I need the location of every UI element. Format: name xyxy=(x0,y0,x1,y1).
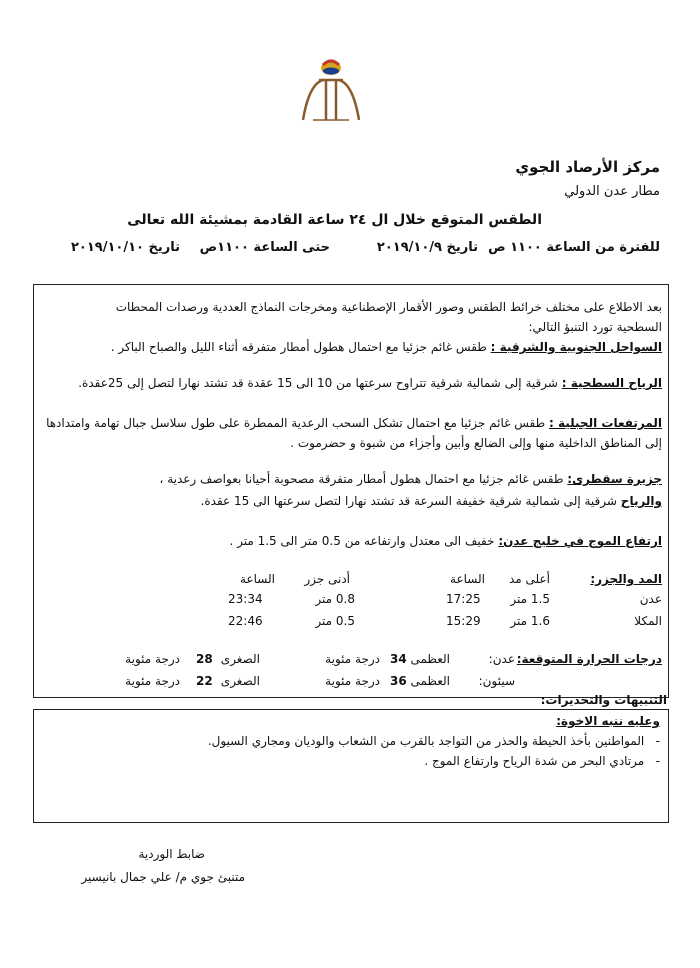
socotra-text-2: شرقية إلى شمالية شرقية خفيفة السرعة قد تشتد نهارا لتصل سرعتها الى 15 عقدة. xyxy=(200,494,617,508)
warning-item-sea xyxy=(424,754,660,768)
socotra-winds xyxy=(201,494,662,508)
mountains-label: المرتفعات الجبلية : xyxy=(548,416,662,430)
waves-label: ارتفاع الموج في خليج عدن: xyxy=(498,534,662,548)
period-from: للفترة من الساعة ١١٠٠ ص xyxy=(488,240,660,255)
bullet-dash: - xyxy=(644,754,660,768)
bullet-dash: - xyxy=(644,734,660,748)
tides-label: المد والجزر: xyxy=(590,572,662,586)
warning-item-citizens xyxy=(208,734,660,748)
temp-row-aden-city: عدن: xyxy=(488,652,515,666)
tides-header-low: أدنى جزر xyxy=(304,572,350,586)
intro-line-1: بعد الاطلاع على مختلف خرائط الطقس وصور الأقمار الإصطناعية ومخرجات النماذج العددية ورصدات المحطات xyxy=(115,300,662,314)
winds-text: شرقية إلى شمالية شرقية تتراوح سرعتها من 10 الى 15 عقدة قد تشتد نهارا لتصل إلى 25عقدة. xyxy=(78,376,558,390)
intro-line-2: السطحية تورد التنبؤ التالي: xyxy=(528,320,662,334)
temp-row-seiyun-min: 22 xyxy=(196,674,213,688)
temp-row-seiyun-min-unit: درجة مئوية xyxy=(125,674,180,688)
socotra-winds-label: والرياح xyxy=(620,494,662,508)
mountains-text-1: طقس غائم جزئيا مع احتمال تشكل السحب الرعدية الممطرة على طول سلاسل جبال تهامة وامتدادها xyxy=(46,416,546,430)
tide-row-aden-time2: 23:34 xyxy=(228,592,263,606)
temps-label: درجات الحرارة المتوقعة: xyxy=(516,652,662,666)
waves-forecast xyxy=(229,534,662,548)
socotra-label: جزيرة سقطرى: xyxy=(567,472,662,486)
mountains-forecast xyxy=(46,416,662,430)
tide-row-aden-time1: 17:25 xyxy=(446,592,481,606)
coasts-text: طقس غائم جزئيا مع احتمال هطول أمطار متفرقه أثناء الليل والصباح الباكر . xyxy=(110,340,487,354)
temp-row-seiyun-city: سيئون: xyxy=(478,674,515,688)
waves-text: خفيف الى معتدل وارتفاعه من 0.5 متر الى 1.5 متر . xyxy=(229,534,495,548)
coasts-label: السواحل الجنوبية والشرقية : xyxy=(490,340,662,354)
temp-row-seiyun-min-label: الصغرى xyxy=(220,674,260,688)
warning-item-sea-text: مرتادي البحر من شدة الرياح وارتفاع الموج . xyxy=(424,754,645,768)
tides-header-high: أعلى مد xyxy=(508,572,550,586)
tide-row-mukalla-city: المكلا xyxy=(634,614,662,628)
temp-row-aden-min: 28 xyxy=(196,652,213,666)
forecast-title: الطقس المتوقع خلال ال ٢٤ ساعة القادمة بمشيئة الله تعالى xyxy=(127,212,542,228)
tide-row-aden-city: عدن xyxy=(639,592,662,606)
officer-label: ضابط الوردية xyxy=(138,847,205,861)
met-logo xyxy=(293,54,369,126)
temp-row-aden-max-label: العظمى xyxy=(410,652,450,666)
tide-row-mukalla-high: 1.6 متر xyxy=(510,614,550,628)
temp-row-aden-min-unit: درجة مئوية xyxy=(125,652,180,666)
tide-row-aden-low: 0.8 متر xyxy=(315,592,355,606)
date-to: تاريخ ٢٠١٩/١٠/١٠ xyxy=(70,240,180,255)
socotra-text-1: طقس غائم جزئيا مع احتمال هطول أمطار متفرقة مصحوبة أحيانا بعواصف رعدية ، xyxy=(159,472,564,486)
warnings-intro: وعليه ننبه الاخوة: xyxy=(556,714,660,728)
temp-row-aden-max-unit: درجة مئوية xyxy=(325,652,380,666)
temp-row-seiyun-max-unit: درجة مئوية xyxy=(325,674,380,688)
airport-name: مطار عدن الدولي xyxy=(564,184,660,199)
tide-row-mukalla-low: 0.5 متر xyxy=(315,614,355,628)
tide-row-aden-high: 1.5 متر xyxy=(510,592,550,606)
socotra-forecast xyxy=(160,472,662,486)
center-name: مركز الأرصاد الجوي xyxy=(515,158,660,176)
warnings-title: التنبيهات والتحذيرات: xyxy=(540,693,667,707)
temp-row-aden-max: 34 xyxy=(390,652,407,666)
temp-row-aden-min-label: الصغرى xyxy=(220,652,260,666)
warning-item-citizens-text: المواطنين بأخذ الحيطة والحذر من التواجد بالقرب من الشعاب والوديان ومجاري السيول. xyxy=(207,734,645,748)
winds-label: الرياح السطحية : xyxy=(561,376,662,390)
tides-header-time2: الساعة xyxy=(240,572,275,586)
winds-forecast xyxy=(78,376,662,390)
temp-row-seiyun-max: 36 xyxy=(390,674,407,688)
tides-header-time1: الساعة xyxy=(450,572,485,586)
officer-name: متنبئ جوي م/ علي جمال بانيسير xyxy=(81,870,245,884)
mountains-text-2: إلى المناطق الداخلية منها وإلى الضالع وأبين وأجزاء من شبوة و حضرموت . xyxy=(290,436,662,450)
temp-row-seiyun-max-label: العظمى xyxy=(410,674,450,688)
tide-row-mukalla-time1: 15:29 xyxy=(446,614,481,628)
period-to: حتى الساعة ١١٠٠ص xyxy=(199,240,330,255)
date-from: تاريخ ٢٠١٩/١٠/٩ xyxy=(376,240,478,255)
tide-row-mukalla-time2: 22:46 xyxy=(228,614,263,628)
coasts-forecast xyxy=(111,340,662,354)
